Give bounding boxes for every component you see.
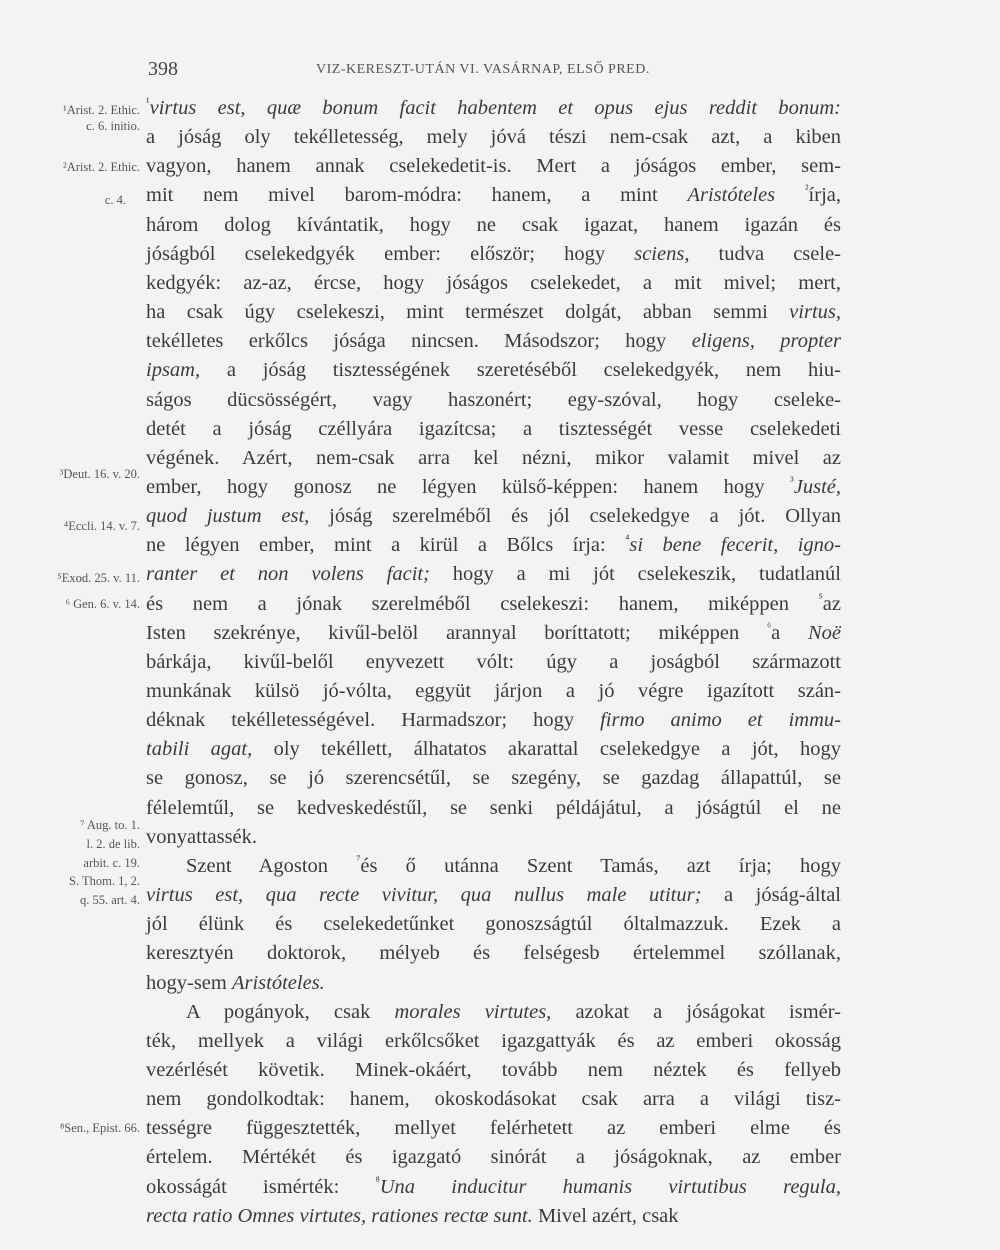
- footnote-ref: ⁵: [818, 590, 823, 605]
- text-line: [146, 211, 841, 239]
- text-span: kedgyék: az-az, ércse, hogy jóságos cselekedet, a mit mivel; mert,: [146, 271, 841, 294]
- text-line: [146, 531, 841, 559]
- text-span: és ő utánna Szent Tamás, azt írja; hogy: [360, 854, 841, 877]
- text-span: a jóság tisztességének szeretéséből cselekedgyék, nem hiu-: [200, 359, 841, 382]
- text-span: ha csak úgy cselekeszi, mint természet dolgát, abban semmi: [146, 301, 790, 324]
- page-header: [148, 58, 848, 82]
- text-line: [146, 1027, 841, 1055]
- footnote-ref: ⁶: [766, 619, 772, 634]
- page-number: 398: [148, 58, 178, 80]
- text-line: [146, 240, 841, 268]
- text-line: [146, 823, 841, 851]
- margin-note: ⁵Exod. 25. v. 11.: [57, 571, 140, 585]
- text-span: Szent Agoston: [186, 854, 357, 877]
- text-span: Isten szekrénye, kivűl-belöl arannyal boríttatott; miképpen: [146, 621, 767, 644]
- italic-text: ipsam,: [146, 359, 201, 382]
- text-line: [146, 881, 841, 909]
- text-line: [146, 590, 841, 618]
- running-title: VIZ-KERESZT-UTÁN VI. VASÁRNAP, ELSŐ PRED.: [316, 62, 650, 77]
- text-line: [146, 1056, 841, 1084]
- text-span: mit nem mivel barom-módra: hanem, a mint: [146, 184, 688, 207]
- footnote-ref: ²: [804, 182, 809, 197]
- text-line: [146, 969, 841, 997]
- margin-note: S. Thom. 1, 2.: [69, 874, 140, 888]
- text-span: vonyattassék.: [146, 825, 258, 848]
- italic-text: Una inducitur humanis virtutibus regula,: [379, 1175, 842, 1198]
- italic-text: morales virtutes,: [394, 1000, 552, 1023]
- text-line: [146, 181, 841, 209]
- text-span: a jóság oly tekélletesség, mely jóvá tészi nem-csak azt, a kiben: [146, 126, 841, 149]
- italic-text: virtus est, quæ bonum facit habentem et opus ejus reddit bonum:: [149, 97, 841, 119]
- text-line: [146, 619, 841, 647]
- text-span: munkának külsö jó-vólta, eggyüt járjon a jó végre igazított szán-: [146, 680, 841, 702]
- footnote-ref: ³: [790, 473, 794, 488]
- italic-text: Noë: [807, 621, 841, 644]
- text-span: ték, mellyek a világi erkőlcsőket igazgattyák és az emberi okosság: [146, 1029, 841, 1052]
- text-span: tudva csele-: [689, 242, 841, 265]
- footnote-ref: ¹: [146, 95, 150, 109]
- text-span: írja,: [808, 184, 841, 207]
- text-line: [146, 298, 841, 326]
- text-line: [146, 473, 841, 501]
- footnote-ref: ⁷: [356, 852, 361, 867]
- italic-text: Aristóteles: [687, 184, 776, 207]
- italic-text: tabili agat,: [146, 738, 253, 761]
- text-line: [146, 152, 841, 180]
- text-line: [146, 356, 841, 384]
- text-span: tekélletes erkőlcs jósága nincsen. Másodszor; hogy: [146, 330, 692, 353]
- text-span: keresztyén doktorok, mélyeb és felségesb értelemmel szóllanak,: [146, 942, 841, 965]
- text-line: [146, 1202, 841, 1230]
- margin-note: ²Arist. 2. Ethic.: [62, 160, 140, 174]
- text-span: ságos dücsösségért, vagy haszonért; egy-szóval, hogy cseleke-: [146, 388, 841, 411]
- text-line: [146, 1114, 841, 1142]
- text-span: Mivel azért, csak: [532, 1204, 679, 1227]
- italic-text: sciens,: [634, 242, 690, 265]
- text-line: [146, 386, 841, 414]
- text-line: [146, 735, 841, 763]
- text-span: azokat a jóságokat ismér-: [551, 1000, 841, 1023]
- text-span: vagyon, hanem annak cselekedetit-is. Mert a jóságos ember, sem-: [146, 155, 841, 178]
- margin-note: c. 6. initio.: [86, 119, 140, 133]
- text-line: [146, 998, 841, 1026]
- text-line: [146, 415, 841, 443]
- margin-note: ³Deut. 16. v. 20.: [59, 467, 140, 481]
- text-span: vezérlését követik. Minek-okáért, tovább nem néztek és fellyeb: [146, 1058, 841, 1081]
- italic-text: Justé,: [793, 475, 841, 498]
- text-span: déknak tekélletességével. Harmadszor; hogy: [146, 709, 601, 732]
- margin-note: c. 4.: [104, 193, 126, 207]
- text-line: [146, 444, 841, 472]
- text-span: az: [822, 592, 841, 615]
- text-span: ne légyen ember, mint a kirül a Bőlcs írja:: [146, 534, 626, 557]
- text-span: végének. Azért, nem-csak arra kel nézni, mikor valamit mivel az: [146, 446, 841, 469]
- text-span: három dolog kívántatik, hogy ne csak igazat, hanem igazán és: [146, 213, 841, 236]
- margin-note: l. 2. de lib.: [86, 837, 140, 851]
- text-span: bárkája, kivűl-belől enyvezett vólt: úgy a joságból származott: [146, 650, 841, 673]
- text-span: a: [771, 621, 808, 644]
- text-span: nem gondolkodtak: hanem, okoskodásokat csak arra a világi tisz-: [146, 1088, 841, 1111]
- text-line: [146, 1173, 841, 1201]
- text-span: a jóság-által: [701, 884, 842, 907]
- text-span: jóság szerelméből és jól cselekedgye a jót. Ollyan: [309, 505, 842, 528]
- text-line: [146, 706, 841, 734]
- footnote-ref: ⁸: [375, 1173, 380, 1188]
- text-line: [146, 648, 841, 676]
- text-line: [146, 939, 841, 967]
- text-line: [146, 910, 841, 938]
- text-span: értelem. Mértékét és igazgató sinórát a jóságoknak, az ember: [146, 1146, 841, 1169]
- text-span: A pogányok, csak: [186, 1000, 395, 1023]
- italic-text: eligens, propter: [691, 330, 842, 353]
- text-line: [146, 794, 841, 822]
- text-span: félelemtűl, se kedveskedéstűl, se senki példájátul, a jóságtúl el ne: [146, 796, 841, 819]
- italic-text: quod justum est,: [146, 505, 310, 528]
- text-span: és nem a jónak szerelméből cselekeszi: hanem, miképpen: [146, 592, 819, 615]
- text-line: [146, 269, 841, 297]
- italic-text: firmo animo et immu-: [600, 709, 841, 732]
- margin-note: q. 55. art. 4.: [79, 893, 140, 907]
- text-span: ember, hogy gonosz ne légyen külső-képpen: hanem hogy: [146, 475, 791, 498]
- footnote-ref: ⁴: [625, 532, 630, 547]
- text-span: jól élünk és cselekedetűnket gonoszságtúl óltalmazzuk. Ezek a: [146, 913, 841, 936]
- margin-note: ⁶ Gen. 6. v. 14.: [65, 597, 140, 611]
- text-line: [146, 1143, 841, 1171]
- italic-text: virtus,: [789, 301, 841, 324]
- text-line: [146, 1085, 841, 1113]
- text-span: detét a jóság czéllyára igazítcsa; a tisztességét vesse cselekedeti: [146, 417, 841, 440]
- text-line: [146, 852, 841, 880]
- text-span: okosságát ismérték:: [146, 1175, 376, 1198]
- text-line: [146, 677, 841, 705]
- text-span: jóságból cselekedgyék ember: először; hogy: [146, 242, 635, 265]
- margin-note: ⁴Eccli. 14. v. 7.: [63, 519, 140, 533]
- text-span: hogy-sem: [146, 971, 232, 994]
- margin-note: ¹Arist. 2. Ethic.: [62, 103, 140, 117]
- text-line: [146, 764, 841, 792]
- margin-note: ⁸Sen., Epist. 66.: [59, 1121, 140, 1135]
- text-line: [146, 94, 841, 122]
- text-span: se gonosz, se jó szerencsétűl, se szegény, se gazdag állapattúl, se: [146, 767, 841, 790]
- italic-text: Aristóteles.: [231, 971, 325, 994]
- margin-note: arbit. c. 19.: [83, 856, 140, 870]
- margin-note: ⁷ Aug. to. 1.: [80, 818, 140, 832]
- text-span: [775, 184, 805, 206]
- text-line: [146, 327, 841, 355]
- text-line: [146, 560, 841, 588]
- italic-text: ranter et non volens facit;: [146, 563, 430, 586]
- text-span: oly tekéllett, álhatatos akarattal cselekedgye a jót, hogy: [252, 738, 841, 761]
- text-line: [146, 123, 841, 151]
- text-line: [146, 502, 841, 530]
- text-span: hogy a mi jót cselekeszik, tudatlanúl: [429, 563, 841, 586]
- italic-text: virtus est, qua recte vivitur, qua nullus male utitur;: [146, 884, 702, 907]
- text-span: tességre függesztették, mellyet felérhetett az emberi elme és: [146, 1117, 841, 1140]
- italic-text: si bene fecerit, igno-: [629, 534, 841, 557]
- italic-text: recta ratio Omnes virtutes, rationes rectæ sunt.: [146, 1204, 533, 1227]
